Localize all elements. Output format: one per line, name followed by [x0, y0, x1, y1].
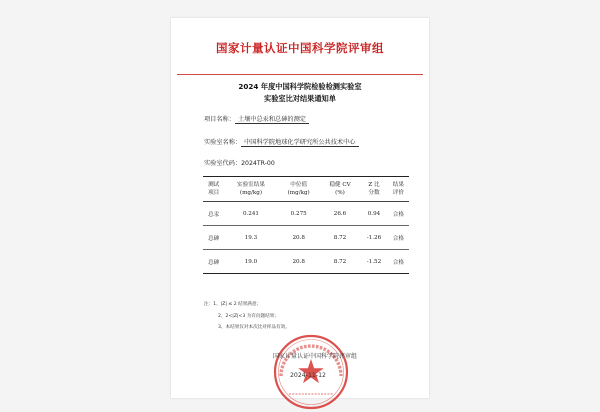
- cell-cv: 26.6: [333, 210, 347, 217]
- lab-value: 中国科学院地球化学研究所公共技术中心: [241, 137, 358, 147]
- notice-title-line2: 实验室比对结果通知单: [264, 94, 336, 103]
- lab-label: 实验室名称：: [204, 139, 242, 146]
- project-field: [204, 114, 309, 124]
- note-line: 3、本结果仅对本次比对样品有效。: [218, 325, 290, 330]
- cell-evaluation: 合格: [392, 259, 404, 266]
- col-header-lab-result: 实验室结果 (mg/kg): [236, 182, 265, 196]
- footer-date: 2024-11-12: [290, 372, 326, 379]
- cell-median: 20.8: [292, 258, 305, 265]
- notice-title-line1: 2024 年度中国科学院检验检测实验室: [238, 82, 362, 91]
- cell-median: 20.8: [292, 234, 305, 241]
- table-row: [203, 226, 409, 250]
- table-row: [203, 202, 409, 226]
- cell-item: 总砷: [208, 259, 220, 266]
- col-header-item: 测试 项目: [208, 182, 220, 196]
- cell-lab-result: 19.3: [244, 234, 258, 241]
- cell-z-score: -1.26: [366, 234, 382, 241]
- notice-document: [171, 18, 429, 398]
- cell-z-score: 0.94: [367, 210, 381, 217]
- cell-evaluation: 合格: [392, 211, 404, 218]
- cell-lab-result: 0.241: [242, 210, 259, 217]
- col-header-z-score: Z 比 分数: [368, 182, 380, 196]
- results-table: [203, 176, 409, 274]
- col-header-cv: 稳健 CV (%): [329, 182, 351, 196]
- cell-item: 总汞: [208, 211, 220, 218]
- code-label: 实验室代码：: [204, 160, 242, 167]
- code-value: 2024TR-00: [241, 160, 275, 167]
- cell-cv: 8.72: [333, 234, 347, 241]
- code-field: [204, 158, 275, 167]
- note-line: 2、2<|Z|<3 为有问题结果；: [218, 313, 279, 319]
- issuer-header: 国家计量认证中国科学院评审组: [216, 41, 384, 55]
- cell-evaluation: 合格: [392, 235, 404, 242]
- notes-block: [204, 301, 290, 336]
- table-row: [203, 250, 409, 274]
- footer-issuer: 国家计量认证中国科学院评审组: [273, 353, 358, 360]
- note-line: 注：1、|Z| ≤ 2 结果满意；: [204, 302, 262, 307]
- project-value: 土壤中总汞和总砷的测定: [235, 114, 309, 124]
- cell-item: 总砷: [208, 235, 220, 242]
- cell-median: 0.275: [290, 210, 307, 217]
- table-header-row: [203, 177, 409, 202]
- cell-z-score: -1.52: [366, 258, 382, 265]
- col-header-median: 中位值 (mg/kg): [287, 182, 310, 196]
- col-header-evaluation: 结果 评价: [392, 182, 404, 196]
- lab-field: [204, 137, 359, 147]
- cell-cv: 8.72: [333, 258, 347, 265]
- cell-lab-result: 19.0: [244, 258, 258, 265]
- header-divider: [177, 74, 423, 75]
- project-label: 项目名称：: [204, 116, 235, 123]
